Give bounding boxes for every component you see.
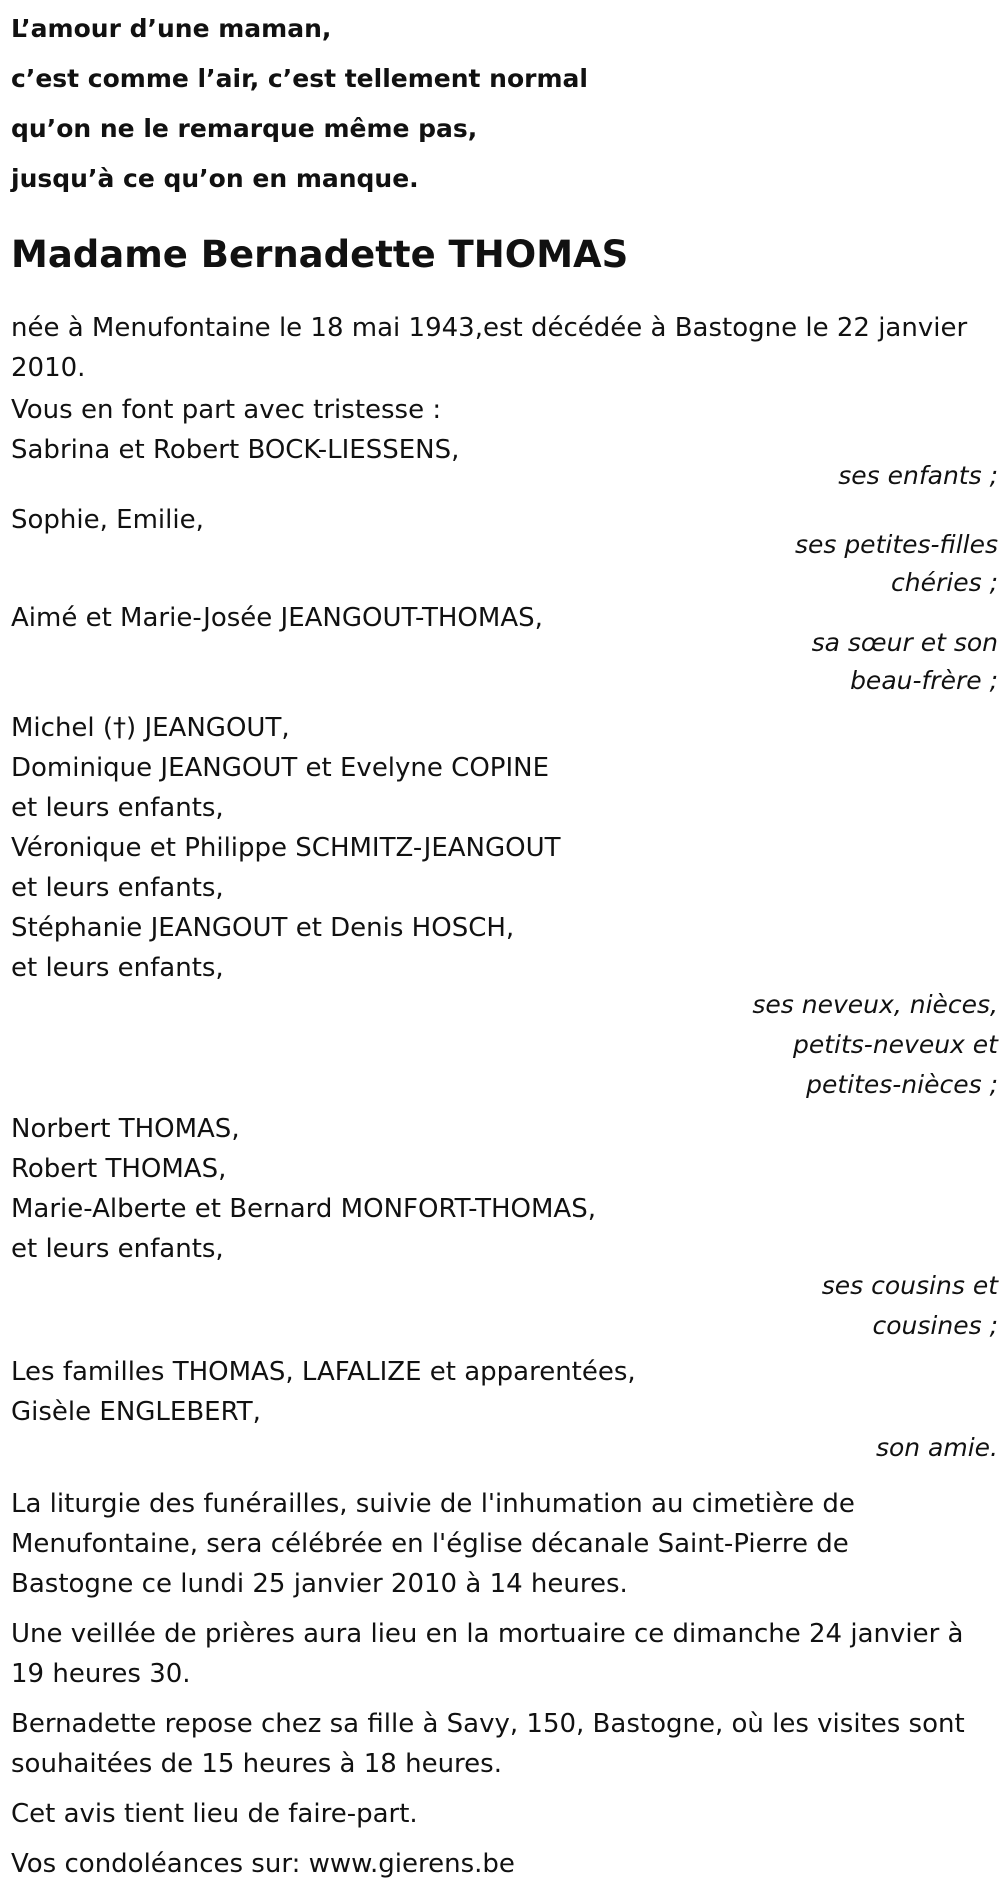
repose-line: Bernadette repose chez sa fille à Savy, 150, Bastogne, où les visites sont <box>11 1709 965 1739</box>
family-name-line: Stéphanie JEANGOUT et Denis HOSCH, <box>11 913 515 943</box>
family-name-line: Les familles THOMAS, LAFALIZE et apparentées, <box>11 1357 636 1387</box>
vigil-line: 19 heures 30. <box>11 1659 191 1689</box>
family-relation <box>11 985 998 1105</box>
deceased-name-title: Madame Bernadette THOMAS <box>11 233 629 276</box>
relation-line: petites-nièces ; <box>806 1070 998 1099</box>
relation-line: ses cousins et <box>821 1271 998 1300</box>
funeral-details <box>11 1484 996 1604</box>
family-name-line: et leurs enfants, <box>11 953 224 983</box>
relation-line: ses petites-filles <box>794 530 998 559</box>
family-name-line: Norbert THOMAS, <box>11 1114 240 1144</box>
notice-line: Cet avis tient lieu de faire-part. <box>11 1799 418 1829</box>
relation-line: cousines ; <box>872 1311 998 1340</box>
family-relation <box>11 1266 998 1346</box>
family-name-line: Dominique JEANGOUT et Evelyne COPINE <box>11 753 550 783</box>
condolences-line: Vos condoléances sur: www.gierens.be <box>11 1849 515 1879</box>
statement-line: 2010. <box>11 353 86 383</box>
quote-line: L’amour d’une maman, <box>11 14 332 43</box>
relation-line: son amie. <box>875 1433 998 1462</box>
birth-death-statement <box>11 308 996 388</box>
family-name-line: Robert THOMAS, <box>11 1154 227 1184</box>
family-relation <box>11 1428 998 1468</box>
repose-details <box>11 1704 996 1784</box>
family-name-line: et leurs enfants, <box>11 873 224 903</box>
family-name-line: Sabrina et Robert BOCK-LIESSENS, <box>11 435 460 465</box>
opening-quote <box>11 0 1000 204</box>
family-names <box>11 1352 1000 1432</box>
family-name-line: Sophie, Emilie, <box>11 505 204 535</box>
family-name-line: Aimé et Marie-Josée JEANGOUT-THOMAS, <box>11 603 543 633</box>
quote-line: jusqu’à ce qu’on en manque. <box>11 164 419 193</box>
family-entry-nephews <box>11 708 1000 1105</box>
relation-line: ses enfants ; <box>838 461 998 490</box>
family-names <box>11 1109 1000 1269</box>
quote-line: c’est comme l’air, c’est tellement normal <box>11 64 588 93</box>
family-entry-cousins <box>11 1109 1000 1346</box>
relation-line: beau-frère ; <box>850 666 998 695</box>
family-names <box>11 708 1000 988</box>
family-name-line: Marie-Alberte et Bernard MONFORT-THOMAS, <box>11 1194 596 1224</box>
family-entry-granddaughters <box>11 500 1000 602</box>
family-name-line: et leurs enfants, <box>11 1234 224 1264</box>
family-name-line: et leurs enfants, <box>11 793 224 823</box>
repose-line: souhaitées de 15 heures à 18 heures. <box>11 1749 502 1779</box>
funeral-line: La liturgie des funérailles, suivie de l'inhumation au cimetière de <box>11 1489 855 1519</box>
vigil-line: Une veillée de prières aura lieu en la mortuaire ce dimanche 24 janvier à <box>11 1619 964 1649</box>
relation-line: chéries ; <box>891 568 998 597</box>
family-entry-children <box>11 430 1000 496</box>
funeral-line: Bastogne ce lundi 25 janvier 2010 à 14 heures. <box>11 1569 628 1599</box>
relation-line: ses neveux, nièces, <box>752 990 998 1019</box>
family-name-line: Gisèle ENGLEBERT, <box>11 1397 261 1427</box>
family-entry-sister <box>11 598 1000 700</box>
vigil-details <box>11 1614 996 1694</box>
family-name-line: Michel (†) JEANGOUT, <box>11 713 290 743</box>
family-name-line: Véronique et Philippe SCHMITZ-JEANGOUT <box>11 833 561 863</box>
funeral-line: Menufontaine, sera célébrée en l'église décanale Saint-Pierre de <box>11 1529 849 1559</box>
statement-line: née à Menufontaine le 18 mai 1943,est décédée à Bastogne le 22 janvier <box>11 313 968 343</box>
relation-line: petits-neveux et <box>792 1030 998 1059</box>
quote-line: qu’on ne le remarque même pas, <box>11 114 478 143</box>
announcement-line: Vous en font part avec tristesse : <box>11 395 442 425</box>
relation-line: sa sœur et son <box>811 628 998 657</box>
family-entry-friends <box>11 1352 1000 1468</box>
